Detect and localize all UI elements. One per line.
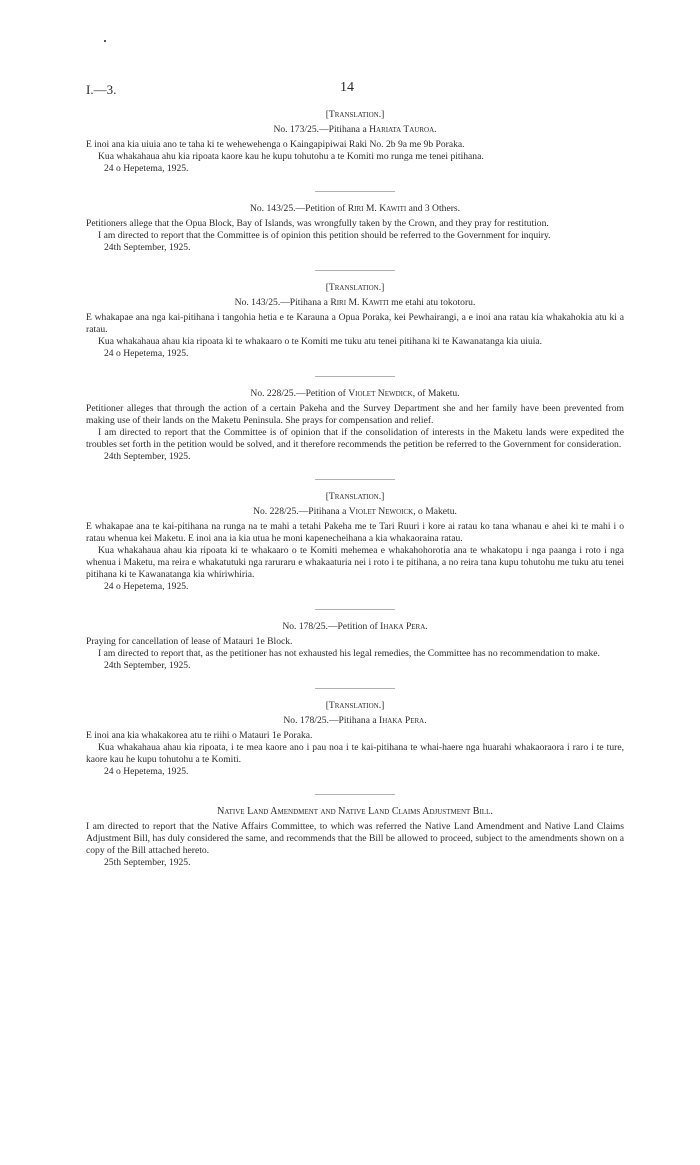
petition-section [86, 609, 624, 672]
petition-title-suffix: , of Maketu. [412, 388, 460, 399]
paragraph: I am directed to report that the Committee is of opinion this petition should be referred to the Government for inquiry. [98, 230, 551, 241]
translation-label: [Translation.] [325, 282, 385, 293]
petition-title-suffix: , o Maketu. [413, 506, 457, 517]
petition-title [86, 124, 624, 136]
petition-date: 24 o Hepetema, 1925. [104, 766, 189, 777]
petitioner-name: Violet Newoick [348, 506, 414, 517]
paper-code: I.—3. [86, 82, 117, 97]
petitioner-name: Riri M. Kawiti [330, 297, 389, 308]
petition-date: 24 o Hepetema, 1925. [104, 348, 189, 359]
petition-title [86, 621, 624, 633]
section-divider [315, 794, 395, 795]
paragraph: Praying for cancellation of lease of Matauri 1e Block. [86, 636, 293, 647]
petition-paragraphs [86, 218, 624, 242]
petition-title-prefix: No. 173/25.—Pitihana a [273, 124, 370, 135]
translation-label: [Translation.] [325, 491, 385, 502]
paragraph: Kua whakahaua ahau kia ripoata, i te mea kaore ano i pau noa i te kai-pitihana te whai-haere nga huarahi whakaoraora i raro i te ture, kaore kau he kupu tohutohu a te Komiti. [86, 742, 624, 765]
petition-section [86, 376, 624, 463]
petition-date: 24th September, 1925. [104, 242, 191, 253]
petition-title [86, 715, 624, 727]
paragraph: E whakapae ana te kai-pitihana na runga na te mahi a tetahi Pakeha me te Tari Ruuri i kore ai ratau ko tana whanau e ahei ki te mahi i o ratau whenua kei Maketu. E inoi ana ia kia utua he moni kapenecheihana a kia whakaoraina ratau. [86, 521, 624, 544]
section-divider [315, 191, 395, 192]
document-body [86, 101, 624, 869]
paragraph: E whakapae ana nga kai-pitihana i tangohia hetia e te Karauna a Opua Poraka, kei Pewhairangi, a e inoi ana ratau kia whakahokia atu ki a ratau. [86, 312, 624, 335]
paragraph: Kua whakahaua ahau kia ripoata ki te whakaaro o te Komiti me tuku atu tenei pitihana ki te Kawanatanga kia uiuia. [98, 336, 543, 347]
petitioner-name: Violet Newdick [348, 388, 413, 399]
paragraph: E inoi ana kia whakakorea atu te riihi o Matauri 1e Poraka. [86, 730, 313, 741]
petition-paragraphs [86, 730, 624, 766]
petition-date: 24 o Hepetema, 1925. [104, 581, 189, 592]
petition-section [86, 270, 624, 360]
scan-speck [104, 40, 106, 42]
petition-title-suffix: . [424, 715, 427, 726]
petition-title-suffix: me etahi atu tokotoru. [388, 297, 476, 308]
petitioner-name: Riri M. Kawiti [347, 203, 407, 214]
petition-paragraphs [86, 821, 624, 857]
petition-paragraphs [86, 139, 624, 163]
petition-title-prefix: No. 228/25.—Pitihana a [253, 506, 349, 517]
paragraph: E inoi ana kia uiuia ano te taha ki te wehewehenga o Kaingapipiwai Raki No. 2b 9a me 9b Poraka. [86, 139, 465, 150]
petition-title [86, 297, 624, 309]
petition-title-prefix: No. 228/25.—Petition of [250, 388, 349, 399]
petition-paragraphs [86, 312, 624, 348]
petition-date: 24th September, 1925. [104, 660, 191, 671]
petition-date: 24th September, 1925. [104, 451, 191, 462]
petition-section [86, 109, 624, 175]
section-divider [315, 376, 395, 377]
translation-label: [Translation.] [325, 700, 385, 711]
page-number: 14 [340, 80, 354, 95]
paragraph: I am directed to report that the Native Affairs Committee, to which was referred the Native Land Amendment and Native Land Claims Adjustment Bill, has duly considered the same, and recommends that the Bill be allowed to proceed, subject to the amendments shown on a copy of the Bill attached hereto. [86, 821, 624, 856]
section-divider [315, 270, 395, 271]
petition-paragraphs [86, 521, 624, 581]
petition-title [86, 506, 624, 518]
petitioner-name: Hariata Tauroa [369, 124, 435, 135]
paragraph: I am directed to report that the Committee is of opinion that if the consolidation of interests in the Maketu lands were expedited the troubles set forth in the petition would be solved, and it therefore recommends the petition be referred to the Government for consideration. [86, 427, 624, 450]
section-divider [315, 479, 395, 480]
petition-title [86, 388, 624, 400]
petition-title-suffix: . [434, 124, 437, 135]
petition-paragraphs [86, 403, 624, 451]
petition-section [86, 688, 624, 778]
petition-title [86, 806, 624, 818]
petition-section [86, 794, 624, 869]
petition-title-prefix: No. 143/25.—Pitihana a [234, 297, 331, 308]
petitioner-name: Native Land Amendment and Native Land Claims Adjustment Bill [217, 806, 491, 817]
petitioner-name: Ihaka Pera [380, 621, 426, 632]
petition-title-suffix: . [425, 621, 428, 632]
paragraph: Petitioner alleges that through the action of a certain Pakeha and the Survey Department she and her family have been prevented from making use of their lands on the Maketu Peninsula. She prays for compensation and relief. [86, 403, 624, 426]
petition-title [86, 203, 624, 215]
translation-label: [Translation.] [325, 109, 385, 120]
paragraph: Kua whakahaua ahau kia ripoata ki te whakaaro o te Komiti mehemea e whakahohorotia ana te whakatopu i nga paanga i roto i nga whenua i Maketu, ma reira e whakatutuki nga raruraru e whakaaturia nei i roto i te pitihana, a no reira tana kupu tohutohu me tuku atu tenei pitihana ki te Kawanatanga kia whiriwhiria. [86, 545, 624, 580]
petition-title-prefix: No. 178/25.—Petition of [282, 621, 381, 632]
petition-title-prefix: No. 143/25.—Petition of [249, 203, 348, 214]
petition-date: 25th September, 1925. [104, 857, 191, 868]
paragraph: Kua whakahaua ahu kia ripoata kaore kau he kupu tohutohu a te Komiti mo runga me tenei pitihana. [98, 151, 484, 162]
petition-title-suffix: . [490, 806, 493, 817]
paragraph: I am directed to report that, as the petitioner has not exhausted his legal remedies, the Committee has no recommendation to make. [98, 648, 600, 659]
paragraph: Petitioners allege that the Opua Block, Bay of Islands, was wrongfully taken by the Crown, and they pray for restitution. [86, 218, 549, 229]
petition-section [86, 191, 624, 254]
section-divider [315, 609, 395, 610]
section-divider [315, 688, 395, 689]
petition-section [86, 479, 624, 593]
petition-date: 24 o Hepetema, 1925. [104, 163, 189, 174]
petition-title-prefix: No. 178/25.—Pitihana a [283, 715, 380, 726]
petition-title-suffix: and 3 Others. [406, 203, 461, 214]
petitioner-name: Ihaka Pera [379, 715, 425, 726]
petition-paragraphs [86, 636, 624, 660]
